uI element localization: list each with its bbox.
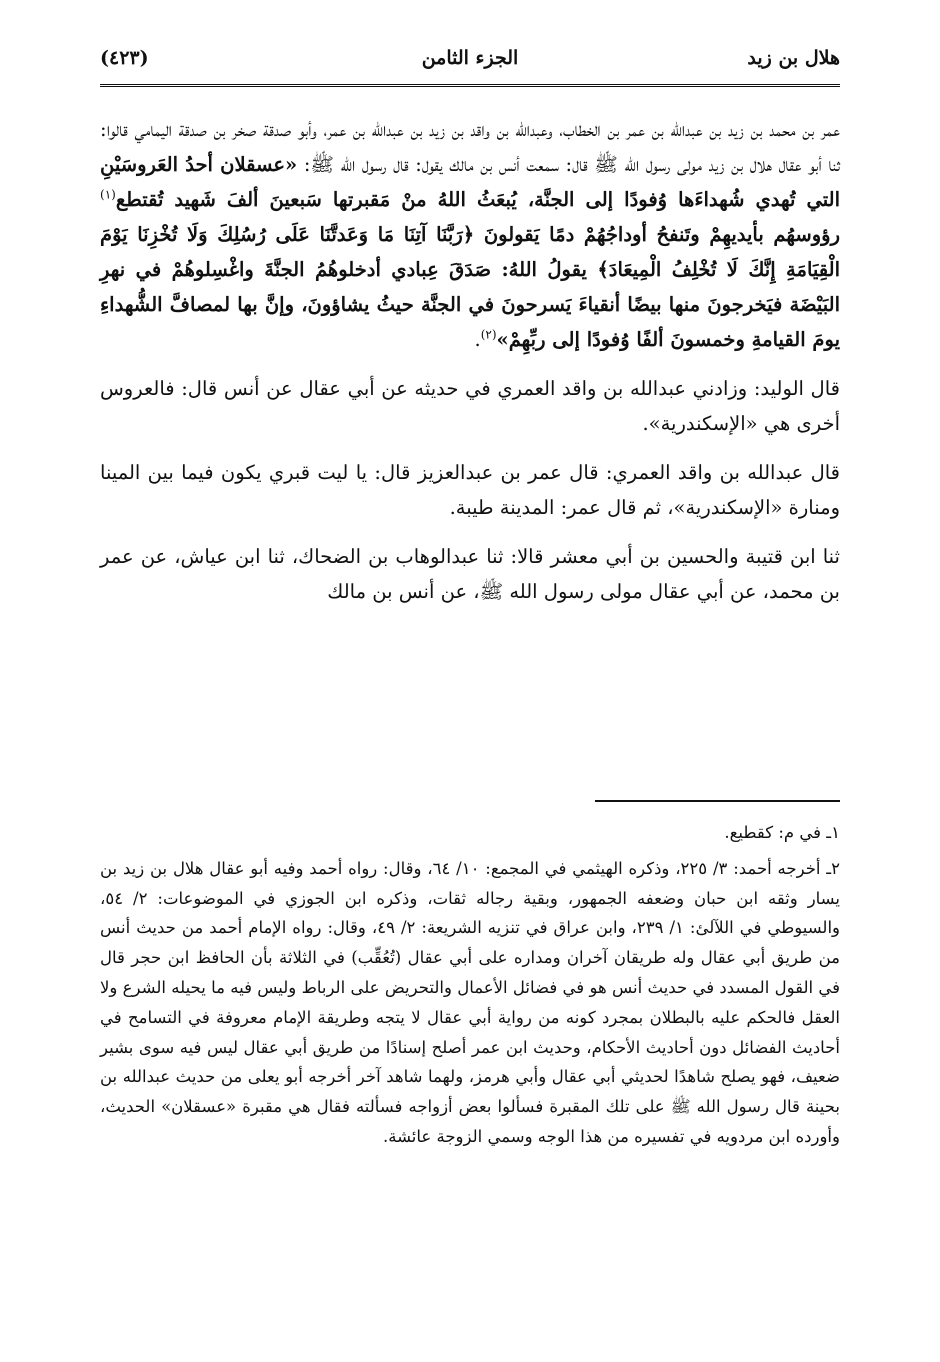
page-number: (٤٢٣) [100, 47, 149, 69]
footnote-divider [595, 800, 840, 802]
header-divider [100, 84, 840, 87]
footnotes [100, 818, 840, 1158]
footnote-ref-2: (٢) [480, 327, 497, 342]
paragraph-1 [100, 112, 840, 357]
isnad-text: عمر بن محمد بن زيد بن عبدالله بن عمر بن الخطاب، وعبدالله بن واقد بن زيد بن عبدالله بن عمر، وأبو صدقة صخر بن صدقة اليمامي قالوا: ثنا أبو عقال هلال بن زيد مولى رسول الله ﷺ قال: سمعت أنس بن مالك يقول: قال رسول الله ﷺ: [100, 118, 840, 176]
book-title: هلال بن زيد [747, 47, 840, 69]
footnote-ref-1: (١) [100, 187, 116, 202]
hadith-text-continued: رؤوسهُم بأيديهِمْ وتَنفحُ أوداجُهُمْ دمًا يَقولونَ ﴿رَبَّنَا آتِنَا مَا وَعَدتَّنَا عَلَى رُسُلِكَ وَلَا تُخْزِنَا يَوْمَ الْقِيَامَةِ إِنَّكَ لَا تُخْلِفُ الْمِيعَادَ﴾ يقولُ اللهُ: صَدَقَ عِبادي أدخلوهُمُ الجنَّةَ واغْسِلوهُمْ في نهرِ البَيْضَة فيَخرجونَ منها بيضًا أنقياءَ يَسرحونَ في الجنَّة حيثُ يشاؤونَ، وإنَّ بها لمصافَّ الشُّهداءِ يومَ القيامةِ وخمسونَ ألفًا وُفودًا إلى ربِّهِمْ» [100, 223, 840, 351]
main-text [100, 112, 840, 623]
footnote-1: ١ـ في م: كقطيع. [724, 823, 840, 842]
paragraph-4: ثنا ابن قتيبة والحسين بن أبي معشر قالا: ثنا عبدالوهاب بن الضحاك، ثنا ابن عياش، عن عمر بن محمد، عن أبي عقال مولى رسول الله ﷺ، عن أنس بن مالك [100, 545, 840, 603]
paragraph-end: . [474, 328, 481, 351]
hadith-text: «عسقلان أحدُ العَروسَيْنِ التي تُهدي شُهداءَها وُفودًا إلى الجنَّة، يُبعَثُ اللهُ منْ مَقبرتها سَبعينَ ألفَ شَهيد تُقتطع [100, 153, 840, 211]
page-header [100, 40, 840, 76]
footnote-2: ٢ـ أخرجه أحمد: ٣/ ٢٢٥، وذكره الهيثمي في المجمع: ١٠/ ٦٤، وقال: رواه أحمد وفيه أبو عقال هلال بن زيد بن يسار وثقه ابن حبان وضعفه الجمهور، وبقية رجاله ثقات، وذكره ابن الجوزي في الموضوعات: ٢/ ٥٤، والسيوطي في اللآلئ: ١/ ٢٣٩، وابن عراق في تنزيه الشريعة: ٢/ ٤٩، وقال: رواه الإمام أحمد من حديث أنس من طريق أبي عقال وله طريقان آخران ومداره على أبي عقال (تُعُقِّب) في الثلاثة بأن الحافظ ابن حجر قال في القول المسدد في حديث أنس هو في فضائل الأعمال والتحريض على الرباط وليس فيه ما يحيله الشرع ولا العقل فالحكم عليه بالبطلان بمجرد كونه من رواية أبي عقال لا يتجه وطريقة الإمام معروفة في التسامح في أحاديث الفضائل دون أحاديث الأحكام، وحديث ابن عمر أصلح إسنادًا من طريق أبي عقال ليس فيه سوى بشير ضعيف، فهو يصلح شاهدًا لحديثي أبي عقال وأبي هرمز، ولهما شاهد آخر أخرجه أبو يعلى من حديث عبدالله بن بحينة قال رسول الله ﷺ على تلك المقبرة فسألوا بعض أزواجه فسألته فقال هي مقبرة «عسقلان» الحديث، وأورده ابن مردويه في تفسيره من هذا الوجه وسمي الزوجة عائشة. [100, 858, 841, 1146]
paragraph-3: قال عبدالله بن واقد العمري: قال عمر بن عبدالعزيز قال: يا ليت قبري يكون فيما بين المينا ومنارة «الإسكندرية»، ثم قال عمر: المدينة طيبة. [100, 461, 840, 519]
paragraph-2: قال الوليد: وزادني عبدالله بن واقد العمري في حديثه عن أبي عقال عن أنس قال: فالعروس أخرى هي «الإسكندرية». [100, 377, 840, 435]
part-label: الجزء الثامن [421, 47, 519, 69]
